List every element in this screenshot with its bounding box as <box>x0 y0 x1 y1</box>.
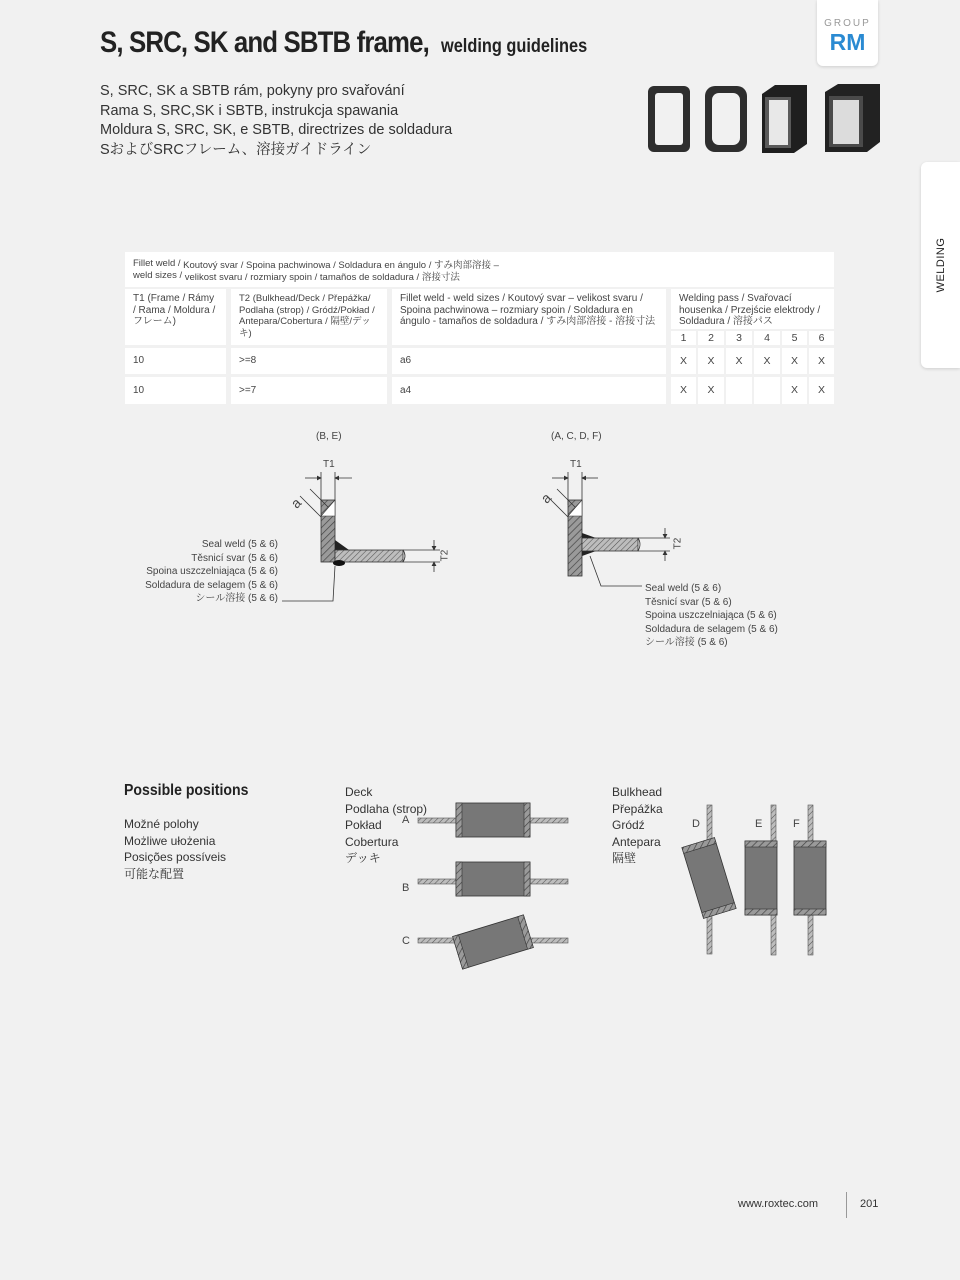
position-label-c: C <box>402 935 410 947</box>
weld-diagram-left <box>282 472 440 601</box>
translation-ja: SおよびSRCフレーム、溶接ガイドライン <box>100 141 372 158</box>
possible-positions-title: Possible positions <box>124 782 249 799</box>
position-c <box>418 915 568 969</box>
callout-line: Seal weld (5 & 6) <box>201 539 278 550</box>
callout-line: Těsnicí svar (5 & 6) <box>645 596 732 608</box>
seal-weld-callout-right <box>645 582 778 650</box>
pass-number: 5 <box>782 331 807 345</box>
table-row-1-pass: X <box>782 348 807 374</box>
title-main: S, SRC, SK and SBTB frame, <box>100 26 429 59</box>
position-label-b: B <box>402 882 410 894</box>
header-t2: T2 (Bulkhead/Deck / Přepážka/ Podlaha (strop) / Gródź/Pokład / Antepara/Cobertura / 隔壁/デッキ) <box>231 289 387 345</box>
group-code: RM <box>829 29 866 55</box>
deck-line: Cobertura <box>345 834 399 849</box>
position-label-d: D <box>692 818 700 830</box>
figure-left-t1: T1 <box>323 459 335 470</box>
bulkhead-line: Bulkhead <box>612 785 663 799</box>
bulkhead-line: 隔壁 <box>612 851 637 865</box>
table-row-1-t1: 10 <box>125 348 226 374</box>
figure-right-a: a <box>537 489 555 507</box>
pp-line: Posições possíveis <box>124 850 227 864</box>
pass-number: 1 <box>671 331 696 345</box>
callout-line: Seal weld (5 & 6) <box>645 583 722 594</box>
position-label-a: A <box>402 814 410 826</box>
pp-line: 可能な配置 <box>124 866 185 881</box>
deck-line: Deck <box>345 785 373 799</box>
table-row-1-t2: >=8 <box>231 348 387 374</box>
title-sub: welding guidelines <box>440 36 588 57</box>
translation-pt: Moldura S, SRC, SK, e SBTB, directrizes de soldadura <box>100 122 453 138</box>
pass-number: 6 <box>809 331 834 345</box>
table-row-2-pass: X <box>698 377 724 404</box>
section-tab-label: WELDING <box>934 237 947 293</box>
translation-cs: S, SRC, SK a SBTB rám, pokyny pro svařování <box>100 83 405 99</box>
position-a <box>418 803 568 837</box>
table-row-1-pass: X <box>754 348 780 374</box>
header-t1: T1 (Frame / Rámy / Rama / Moldura / フレーム) <box>125 289 226 345</box>
caption-lead-1: Fillet weld / <box>133 258 181 269</box>
deck-line: Pokład <box>345 818 382 832</box>
callout-line: Soldadura de selagem (5 & 6) <box>145 579 278 591</box>
table-row-1-pass: X <box>698 348 724 374</box>
figure-right-t2: T2 <box>672 537 684 550</box>
pp-line: Możliwe ułożenia <box>124 833 216 848</box>
position-label-f: F <box>793 818 800 830</box>
header-welding-pass: Welding pass / Svařovací housenka / Przejście elektrody / Soldadura / 溶接パス <box>671 289 834 329</box>
pass-number: 4 <box>754 331 780 345</box>
figure-left-a: a <box>287 494 305 512</box>
table-row-2-a: a4 <box>392 377 666 404</box>
position-diagrams <box>0 770 960 980</box>
table-row-1-pass: X <box>809 348 834 374</box>
bulkhead-line: Gródź <box>612 818 645 832</box>
seal-weld-callout-left <box>144 538 278 606</box>
table-row-2-pass: X <box>671 377 696 404</box>
position-d <box>682 805 736 954</box>
pass-number: 2 <box>698 331 724 345</box>
figure-right-t1: T1 <box>570 459 582 470</box>
footer-divider <box>846 1192 847 1218</box>
footer-url[interactable]: www.roxtec.com <box>738 1198 819 1210</box>
table-row-2-t1: 10 <box>125 377 226 404</box>
table-row-1-pass: X <box>726 348 752 374</box>
table-row-1-pass: X <box>671 348 696 374</box>
deck-line: デッキ <box>345 851 381 865</box>
caption-text-1: Koutový svar / Spoina pachwinowa / Soldadura en ángulo / すみ肉部溶接 – <box>183 260 499 271</box>
callout-line: Soldadura de selagem (5 & 6) <box>645 623 778 635</box>
deck-line: Podlaha (strop) <box>345 801 428 816</box>
group-label: GROUP <box>824 18 871 29</box>
figure-left-t2: T2 <box>439 549 451 562</box>
caption-lead-2: weld sizes / <box>133 269 183 281</box>
table-row-1-a: a6 <box>392 348 666 374</box>
caption-text-2: velikost svaru / rozmiary spoin / tamaños de soldadura / 溶接寸法 <box>184 271 460 283</box>
table-row-2-pass: X <box>782 377 807 404</box>
translation-pl: Rama S, SRC,SK i SBTB, instrukcja spawania <box>100 102 399 119</box>
position-b <box>418 862 568 896</box>
callout-line: シール溶接 (5 & 6) <box>645 637 728 648</box>
callout-line: Spoina uszczelniająca (5 & 6) <box>645 610 777 621</box>
page-number: 201 <box>860 1198 879 1210</box>
position-label-e: E <box>755 818 763 830</box>
callout-line: Těsnicí svar (5 & 6) <box>191 552 278 564</box>
pp-line: Možné polohy <box>124 817 199 831</box>
table-row-2-t2: >=7 <box>231 377 387 404</box>
figure-left-title: (B, E) <box>316 431 342 442</box>
header-fillet-weld: Fillet weld - weld sizes / Koutový svar – velikost svaru / Spoina pachwinowa – rozmiary spoin / Soldadura en ángulo - tamaños de soldadura / すみ肉部溶接 - 溶接寸法 <box>392 289 666 345</box>
figure-right-title: (A, C, D, F) <box>551 431 602 442</box>
table-row-2-pass: X <box>809 377 834 404</box>
callout-line: シール溶接 (5 & 6) <box>195 593 278 604</box>
bulkhead-line: Přepážka <box>612 801 663 816</box>
bulkhead-line: Antepara <box>612 834 661 849</box>
pass-number: 3 <box>726 331 752 345</box>
weld-diagram-right <box>547 472 670 586</box>
callout-line: Spoina uszczelniająca (5 & 6) <box>146 566 278 577</box>
